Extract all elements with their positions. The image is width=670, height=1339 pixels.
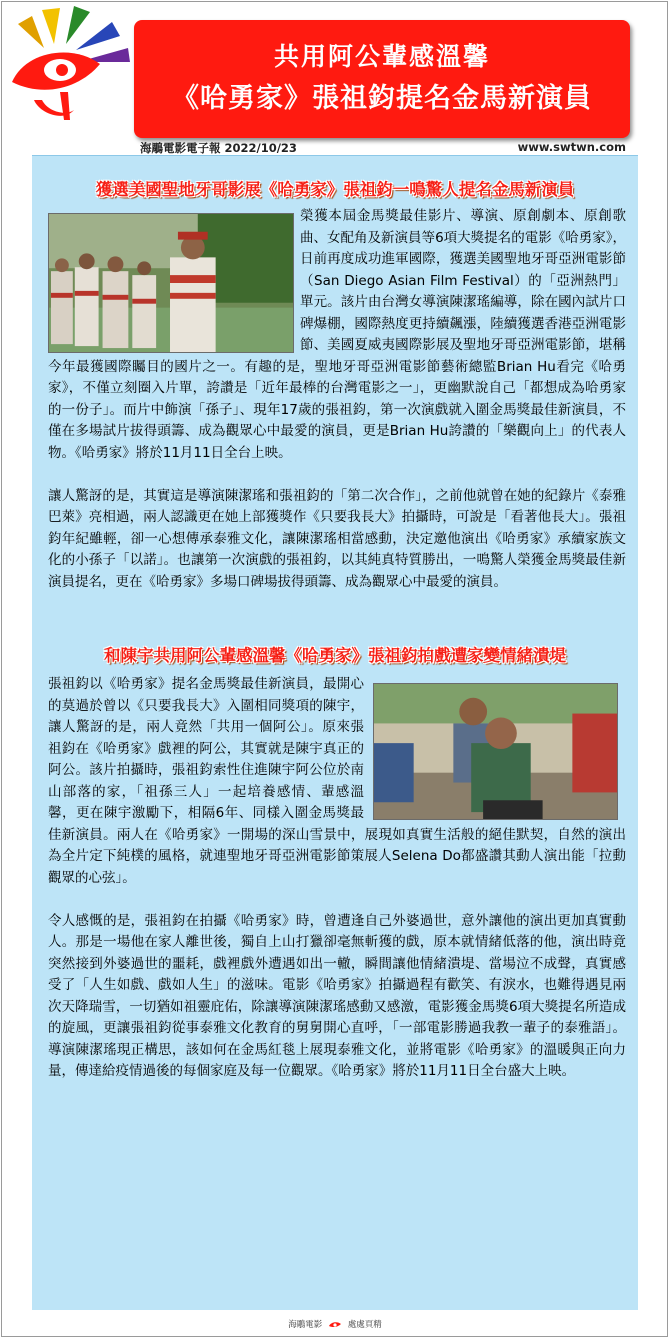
- section-2-body: [48, 674, 626, 1104]
- section-2-paragraph-1: 張祖鈞以《哈勇家》提名金馬獎最佳新演員，最開心的莫過於曾以《只要我長大》入圍相同獎項的陳宇，讓人驚訝的是，兩人竟然「共用一個阿公」。原來張祖鈞在《哈勇家》戲裡的阿公，其實就是陳宇真正的阿公。該片拍攝時，張祖鈞索性住進陳宇阿公位於南山部落的家，「祖孫三人」一起培養感情、輩感溫馨，更在陳宇激勵下，相隔6年、同樣入圍金馬獎最佳新演員。兩人在《哈勇家》一開場的深山雪景中，展現如真實生活般的絕佳默契，自然的演出為全片定下純樸的風格，就連聖地牙哥亞洲電影節策展人Selena Do都盛讚其動人演出能「拉動觀眾的心弦」。: [48, 676, 626, 886]
- site-url[interactable]: www.swtwn.com: [517, 140, 626, 154]
- site-logo: [4, 4, 134, 126]
- headline-line-1: 共用阿公輩感溫馨: [273, 42, 490, 71]
- footer: [0, 1318, 670, 1331]
- footer-brand-left: 海鵰電影: [288, 1320, 323, 1330]
- section-1-paragraph-2: 讓人驚訝的是，其實這是導演陳潔瑤和張祖鈞的「第二次合作」，之前他就曾在她的紀錄片《泰雅巴萊》亮相過，兩人認識更在她上部獲獎作《只要我長大》拍攝時，可說是「看著他長大」。張祖鈞年紀雖輕，卻一心想傳承泰雅文化，讓陳潔瑤相當感動，決定邀他演出《哈勇家》承續家族文化的小孫子「以諾」。也讓第一次演戲的張祖鈞，以其純真特質勝出，一鳴驚人榮獲金馬獎最佳新演員提名，更在《哈勇家》多場口碑場拔得頭籌、成為觀眾心中最愛的演員。: [48, 487, 626, 590]
- section-1-paragraph-1: 榮獲本屆金馬獎最佳影片、導演、原創劇本、原創歌曲、女配角及新演員等6項大獎提名的電影《哈勇家》，日前再度成功進軍國際，獲選美國聖地牙哥亞洲電影節（San Diego Asian Film Festival）的「亞洲熱門」單元。該片由台灣女導演陳潔瑤編導，除在國內試片口碑爆棚，國際熱度更持續飆漲，陸續獲選香港亞洲電影節、美國夏威夷國際影展及聖地牙哥亞洲電影節，堪稱今年最獲國際矚目的國片之一。有趣的是，聖地牙哥亞洲電影節藝術總監Brian Hu看完《哈勇家》，不僅立刻圈入片單，誇讚是「近年最棒的台灣電影之一」，更幽默說自己「都想成為哈勇家的一份子」。而片中飾演「孫子」、現年17歲的張祖鈞，第一次演戲就入圍金馬獎最佳新演員，不僅在多場試片拔得頭籌、成為觀眾心中最愛的演員，更是Brian Hu誇讚的「樂觀向上」的代表人物。《哈勇家》將於11月11日全台上映。: [48, 208, 626, 461]
- photo-2-spacer: [364, 674, 626, 820]
- headline-line-2: 《哈勇家》張祖鈞提名金馬新演員: [172, 83, 592, 114]
- byline: 海鵰電影電子報 2022/10/23: [140, 141, 297, 155]
- footer-brand-right: 處處頁精: [347, 1320, 382, 1330]
- photo-1-spacer: [48, 206, 300, 356]
- section-1-title: 獲選美國聖地牙哥影展《哈勇家》張祖鈞一鳴驚人提名金馬新演員: [95, 180, 575, 199]
- section-2-paragraph-2: 令人感慨的是，張祖鈞在拍攝《哈勇家》時，曾遭逢自己外婆過世，意外讓他的演出更加真實動人。那是一場他在家人離世後，獨自上山打獵卻毫無斬獲的戲，原本就情緒低落的他，演出時竟突然接到外婆過世的噩耗，戲裡戲外遭遇如出一轍，瞬間讓他情緒潰堤、當場泣不成聲，真實感受了「人生如戲、戲如人生」的滋味。電影《哈勇家》拍攝過程有歡笑、有淚水，也難得遇見兩次天降瑞雪，一切猶如祖靈庇佑，除讓導演陳潔瑤感動又感激，電影獲金馬獎6項大獎提名所造成的旋風，更讓張祖鈞從事泰雅文化教育的舅舅開心直呼，「一部電影勝過我教一輩子的泰雅語」。導演陳潔瑤現正構思，該如何在金馬紅毯上展現泰雅文化，並將電影《哈勇家》的溫暖與正向力量，傳達給疫情過後的每個家庭及每一位觀眾。《哈勇家》將於11月11日全台盛大上映。: [48, 912, 626, 1079]
- section-1-body: [48, 206, 626, 615]
- title-banner: [134, 20, 630, 138]
- footer-logo-icon: [328, 1319, 342, 1331]
- section-2-title: 和陳宇共用阿公輩感溫馨《哈勇家》張祖鈞拍戲遭家變情緒潰堤: [104, 646, 566, 665]
- article-panel: [32, 155, 638, 1310]
